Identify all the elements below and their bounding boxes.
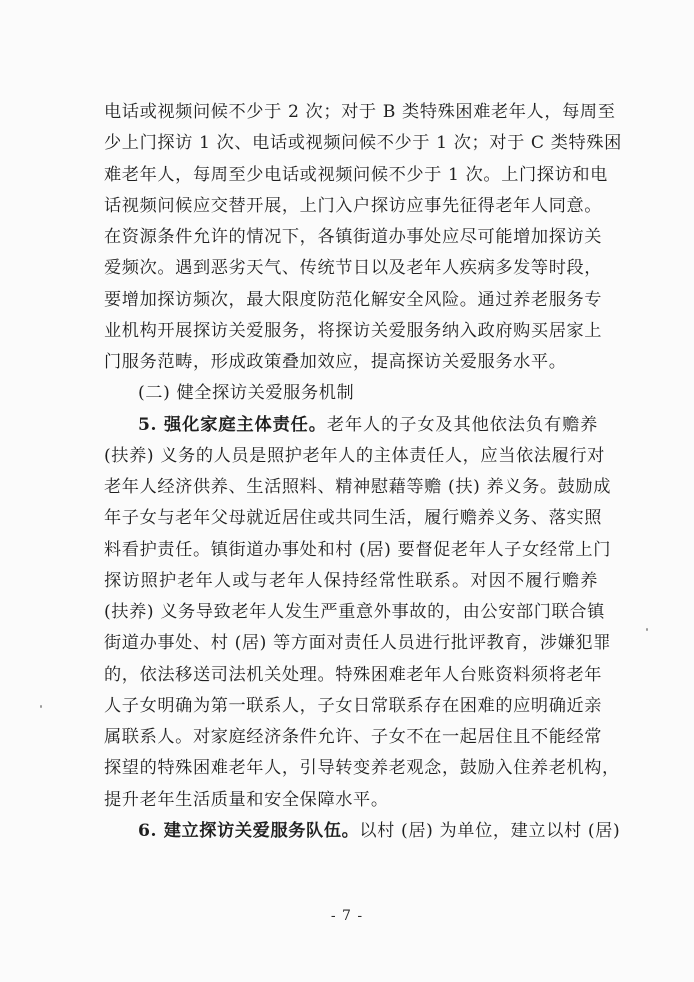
paragraph-line: 的，依法移送司法机关处理。特殊困难老年人台账资料须将老年 <box>104 664 603 685</box>
paragraph-line: 少上门探访 1 次、电话或视频问候不少于 1 次；对于 C 类特殊困 <box>104 133 622 154</box>
paragraph-line: (扶养) 义务导致老年人发生严重意外事故的，由公安部门联合镇 <box>104 602 605 622</box>
paragraph-line: 属联系人。对家庭经济条件允许、子女不在一起居住且不能经常 <box>104 727 603 747</box>
paragraph-line: 爱频次。遇到恶劣天气、传统节日以及老年人疾病多发等时段， <box>104 258 603 279</box>
paragraph-line: 年子女与老年父母就近居住或共同生活，履行赡养义务、落实照 <box>104 508 603 529</box>
paragraph-line: 街道办事处、村 (居) 等方面对责任人员进行批评教育，涉嫌犯罪 <box>104 633 612 654</box>
paragraph-line: 话视频问候应交替开展，上门入户探访应事先征得老年人同意。 <box>104 195 603 216</box>
paragraph-first-line <box>104 816 621 847</box>
paragraph-line: 难老年人，每周至少电话或视频问候不少于 1 次。上门探访和电 <box>104 164 608 185</box>
document-body <box>104 97 622 847</box>
paragraph-line: 业机构开展探访关爱服务，将探访关爱服务纳入政府购买居家上 <box>104 320 603 341</box>
item-heading: 6. 建立探访关爱服务队伍。 <box>138 820 360 841</box>
scan-speck <box>646 628 648 631</box>
paragraph-line: 电话或视频问候不少于 2 次；对于 B 类特殊困难老年人，每周至 <box>104 102 616 122</box>
paragraph-text: 老年人的子女及其他依法负有赡养 <box>326 414 598 435</box>
paragraph-line: 提升老年生活质量和安全保障水平。 <box>104 789 389 810</box>
paragraph-text: 以村 (居) 为单位，建立以村 (居) <box>359 820 621 841</box>
paragraph-2 <box>104 410 620 816</box>
paragraph-line: 人子女明确为第一联系人，子女日常联系存在困难的应明确近亲 <box>104 695 603 716</box>
paragraph-line: 探访照护老年人或与老年人保持经常性联系。对因不履行赡养 <box>104 570 598 591</box>
item-heading: 5. 强化家庭主体责任。 <box>138 414 327 435</box>
paragraph-1 <box>104 97 622 378</box>
paragraph-first-line <box>104 410 598 441</box>
paragraph-line: 料看护责任。镇街道办事处和村 (居) 要督促老年人子女经常上门 <box>104 539 612 560</box>
page-number: - 7 - <box>330 908 364 924</box>
paragraph-line: 门服务范畴，形成政策叠加效应，提高探访关爱服务水平。 <box>104 352 567 372</box>
paragraph-line: 老年人经济供养、生活照料、精神慰藉等赡 (扶) 养义务。鼓励成 <box>104 477 612 497</box>
section-heading: (二) 健全探访关爱服务机制 <box>138 383 355 404</box>
scan-speck <box>40 705 42 708</box>
paragraph-line: 要增加探访频次，最大限度防范化解安全风险。通过养老服务专 <box>104 289 603 310</box>
paragraph-line: (扶养) 义务的人员是照护老年人的主体责任人，应当依法履行对 <box>104 445 605 466</box>
paragraph-line: 探望的特殊困难老年人，引导转变养老观念，鼓励入住养老机构， <box>104 758 620 779</box>
paragraph-line: 在资源条件允许的情况下，各镇街道办事处应尽可能增加探访关 <box>104 227 603 247</box>
paragraph-3 <box>104 816 621 847</box>
